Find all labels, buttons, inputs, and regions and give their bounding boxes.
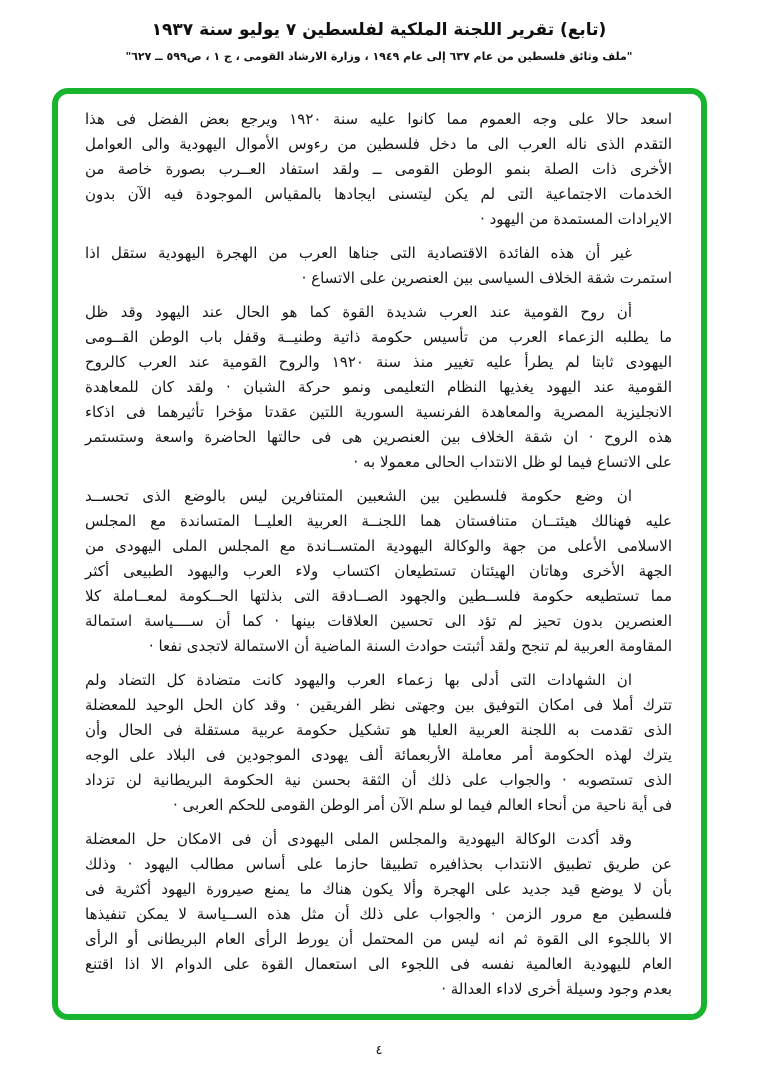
text-line: الاسلامى الأعلى من جهة والوكالة اليهودية المتســاندة مع المجلس الملى اليهودى من [85, 537, 672, 555]
text-line: هذه الروح · ان شقة الخلاف بين العنصرين هى فى حالتها الحاضرة واسعة وستستمر [85, 428, 672, 446]
paragraph [85, 241, 672, 291]
text-line: أن روح القومية عند العرب شديدة القوة كما هو الحال عند اليهود وقد ظل [85, 303, 632, 321]
text-line: الانجليزية المصرية والمعاهدة الفرنسية السورية اللتين عقدتا مؤخرا تأثيرهما فى اذكاء [85, 403, 672, 421]
text-line: العنصرين بدون تحيز لم تؤد الى تحسين العلاقات بينها · كما أن ســــياسة استمالة [85, 612, 672, 630]
text-line: بعدم وجود وسيلة أخرى لاداء العدالة · [441, 980, 672, 998]
paragraph [85, 484, 672, 659]
text-line: استمرت شقة الخلاف السياسى بين العنصرين على الاتساع · [301, 269, 672, 287]
text-line: الذى تستصوبه · والجواب على ذلك أن الثقة بحسن نية الحكومة البريطانية لن تزداد [85, 771, 672, 789]
text-line: ما يطلبه الزعماء العرب من تأسيس حكومة ذاتية وطنيــة وقفل باب الوطن القــومى [85, 328, 672, 346]
text-line: التقدم الذى ناله العرب الى ما دخل فلسطين من رءوس الأموال اليهودية والى العوامل [85, 135, 672, 153]
text-line: العام لليهودية العالمية نفسه فى اللجوء الى استعمال القوة على الدوام الا اذا اقتنع [85, 955, 672, 973]
text-line: ان الشهادات التى أدلى بها زعماء العرب واليهود كانت متضادة كل التضاد ولم [85, 671, 632, 689]
text-line: مما تستطيعه حكومة فلســطين والجهود الصــادقة التى بذلتها الحــكومة لمعــاملة كلا [85, 587, 672, 605]
paragraph [85, 827, 672, 1002]
text-line: الخدمات الاجتماعية التى لم يكن ليتسنى ايجادها بالمقياس الموجودة فيه الآن بدون [85, 185, 672, 203]
text-line: الا باللجوء الى القوة ثم انه ليس من المحتمل أن يورط الرأى العام البريطانى أو الرأى [85, 930, 672, 948]
green-content-frame [52, 88, 707, 1020]
text-line: بأن لا يوضع قيد جديد على الهجرة وألا يكون هناك ما يمنع صيرورة اليهود أكثرية فى [85, 880, 672, 898]
paragraph [85, 107, 672, 232]
paragraph [85, 300, 672, 475]
text-line: اسعد حالا على وجه العموم مما كانوا عليه سنة ١٩٢٠ ويرجع بعض الفضل فى هذا [85, 110, 672, 128]
page-title: (تابع) تقرير اللجنة الملكية لفلسطين ٧ يوليو سنة ١٩٣٧ [151, 20, 607, 40]
source-citation: "ملف وثائق فلسطين من عام ٦٣٧ إلى عام ١٩٤٩ ، وزارة الارشاد القومى ، ج ١ ، ص٥٩٩ ــ ٦٢٧" [125, 50, 633, 63]
text-line: غير أن هذه الفائدة الاقتصادية التى جناها العرب من الهجرة اليهودية ستقل اذا [85, 244, 632, 262]
text-line: وقد أكدت الوكالة اليهودية والمجلس الملى اليهودى أن فى الامكان حل المعضلة [85, 830, 632, 848]
document-header [0, 20, 758, 63]
text-line: عن طريق تطبيق الانتداب بحذافيره تطبيقا حازما على أساس مطالب اليهود · وذلك [85, 855, 672, 873]
text-line: الجهة الأخرى وهاتان الهيئتان تستطيعان اكتساب ولاء العرب واليهود الطبيعى أكثر [85, 562, 672, 580]
text-line: فلسطين مع مرور الزمن · والجواب على ذلك أن مثل هذه الســياسة لا يمكن تنفيذها [85, 905, 672, 923]
text-line: تترك أملا فى امكان التوفيق بين وجهتى نظر الفريقين · وقد كان الحل الوحيد للمعضلة [85, 696, 672, 714]
text-line: اليهودى ثابتا لم يطرأ عليه تغيير منذ سنة ١٩٢٠ والروح القومية عند العرب كالروح [85, 353, 672, 371]
text-line: الأخرى ذات الصلة بنمو الوطن القومى ــ ولقد استفاد العــرب بصورة خاصة من [85, 160, 672, 178]
text-line: ان وضع حكومة فلسطين بين الشعبين المتنافرين ليس بالوضع الذى تحســد [85, 487, 632, 505]
text-line: الايرادات المستمدة من اليهود · [480, 210, 672, 228]
text-line: عليه فهنالك هيئتــان متنافستان هما اللجنــة العربية العليــا المتساندة مع المجلس [85, 512, 672, 530]
text-line: المقاومة العربية لم تنجح ولقد أثبتت حوادث السنة الماضية أن الاستمالة لاتجدى نفعا · [148, 637, 672, 655]
document-body [58, 94, 701, 1014]
paragraph [85, 668, 672, 818]
text-line: على الاتساع فيما لو ظل الانتداب الحالى معمولا به · [353, 453, 672, 471]
text-line: الذى تقدمت به اللجنة العربية العليا هو تشكيل حكومة عربية مستقلة فى الحال وأن [85, 721, 672, 739]
text-line: فى أية ناحية من أنحاء العالم فيما لو سلم الآن أمر الوطن القومى للحكم العربى · [173, 796, 672, 814]
page-number: ٤ [375, 1043, 383, 1058]
text-line: القومية عند اليهود يغذيها النظام التعليمى ونمو حركة الشبان · ولقد كان للمعاهدة [85, 378, 672, 396]
text-line: يترك لهذه الحكومة أمر معاملة الأربعمائة ألف يهودى الموجودين فى البلاد على الوجه [85, 746, 672, 764]
